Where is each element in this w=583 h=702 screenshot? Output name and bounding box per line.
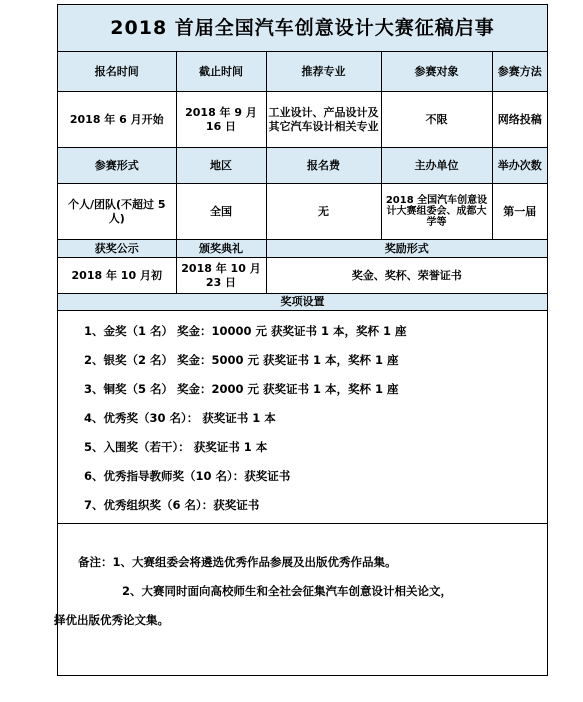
header-reward-form: 奖励形式 (266, 240, 547, 258)
value-region: 全国 (176, 184, 266, 240)
value-reward-form: 奖金、奖杯、荣誉证书 (266, 258, 547, 294)
value-participants: 不限 (381, 92, 492, 148)
value-method: 网络投稿 (492, 92, 547, 148)
header-ceremony: 颁奖典礼 (176, 240, 266, 258)
value-entry-form: 个人/团队(不超过 5 人) (58, 184, 176, 240)
header-entry-form: 参赛形式 (58, 148, 176, 184)
award-item: 6、优秀指导教师奖（10 名）：获奖证书 (84, 469, 291, 483)
info-table (58, 5, 547, 311)
award-item: 4、优秀奖（30 名）： 获奖证书 1 本 (84, 411, 276, 425)
note-line-3: 择优出版优秀论文集。 (54, 613, 169, 627)
value-edition: 第一届 (492, 184, 547, 240)
notes-section (54, 524, 547, 666)
value-organizer: 2018 全国汽车创意设计大赛组委会、成都大学等 (381, 184, 492, 240)
header-deadline: 截止时间 (176, 52, 266, 92)
awards-title: 奖项设置 (58, 294, 547, 311)
header-participants: 参赛对象 (381, 52, 492, 92)
value-ceremony: 2018 年 10 月 23 日 (176, 258, 266, 294)
award-item: 2、银奖（2 名） 奖金：5000 元 获奖证书 1 本，奖杯 1 座 (84, 353, 399, 367)
header-major: 推荐专业 (266, 52, 381, 92)
value-fee: 无 (266, 184, 381, 240)
value-deadline: 2018 年 9 月 16 日 (176, 92, 266, 148)
value-signup-time: 2018 年 6 月开始 (58, 92, 176, 148)
header-edition: 举办次数 (492, 148, 547, 184)
poster-sheet (54, 4, 548, 676)
header-region: 地区 (176, 148, 266, 184)
header-announcement: 获奖公示 (58, 240, 176, 258)
header-organizer: 主办单位 (381, 148, 492, 184)
header-fee: 报名费 (266, 148, 381, 184)
value-major: 工业设计、产品设计及其它汽车设计相关专业 (266, 92, 381, 148)
award-item: 3、铜奖（5 名） 奖金：2000 元 获奖证书 1 本，奖杯 1 座 (84, 382, 399, 396)
award-item: 1、金奖（1 名） 奖金：10000 元 获奖证书 1 本，奖杯 1 座 (84, 324, 407, 338)
page-title: 2018 首届全国汽车创意设计大赛征稿启事 (58, 5, 547, 52)
value-announcement: 2018 年 10 月初 (58, 258, 176, 294)
awards-list (58, 311, 547, 524)
note-line-2: 2、大赛同时面向高校师生和全社会征集汽车创意设计相关论文， (122, 584, 452, 598)
award-item: 7、优秀组织奖（6 名）：获奖证书 (84, 498, 260, 512)
award-item: 5、入围奖（若干）： 获奖证书 1 本 (84, 440, 268, 454)
header-method: 参赛方法 (492, 52, 547, 92)
note-line-1: 备注：1、大赛组委会将遴选优秀作品参展及出版优秀作品集。 (78, 555, 397, 569)
header-signup-time: 报名时间 (58, 52, 176, 92)
